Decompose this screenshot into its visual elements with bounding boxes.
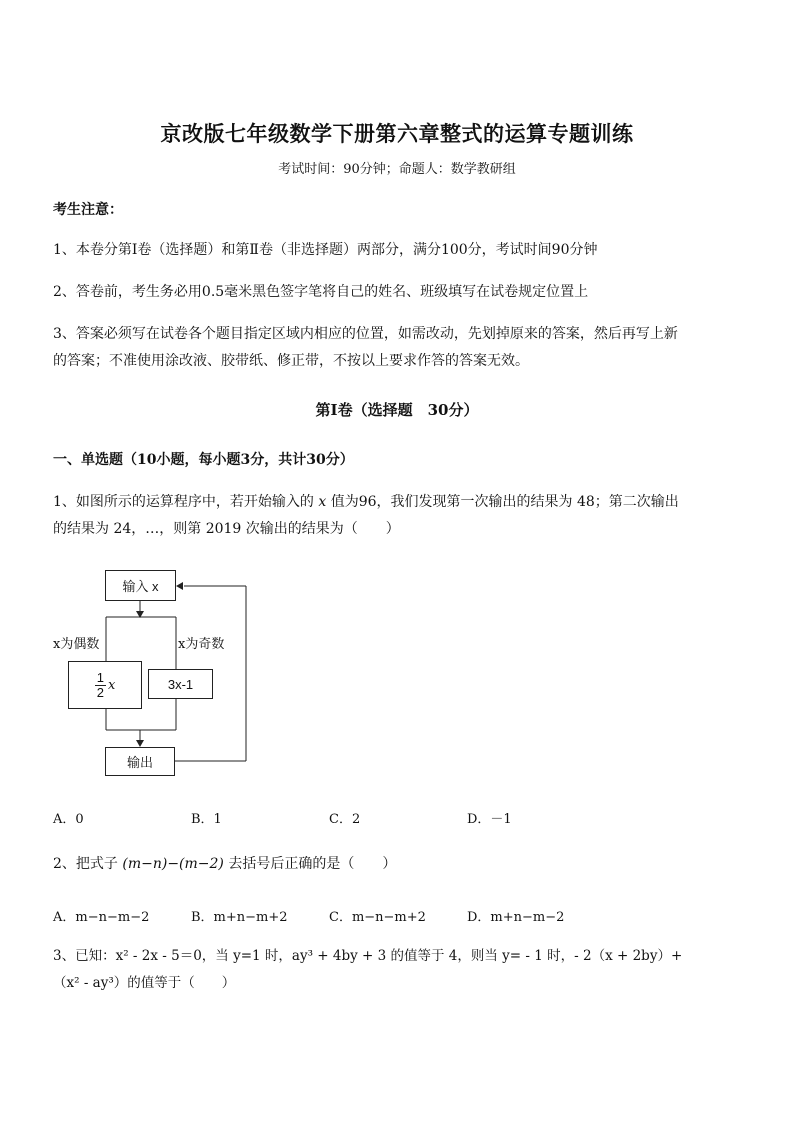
question-2-stem: [53, 851, 743, 878]
note-item-3: [53, 321, 743, 375]
question-3-line-2: （x² - ay³）的值等于（ ）: [53, 975, 236, 991]
part-heading: 一、单选题（10小题，每小题3分，共计30分）: [53, 452, 354, 468]
fraction-denominator: 2: [96, 684, 104, 700]
question-1-text-b: 值为96，我们发现第一次输出的结果为 48；第二次输出: [330, 494, 679, 510]
page-subtitle: 考试时间：90分钟；命题人：数学教研组: [278, 162, 516, 177]
question-2-text-a: 2、把式子: [53, 856, 118, 872]
flow-odd-label: x为奇数: [178, 637, 225, 652]
flow-input-box: [105, 570, 176, 601]
question-1-option-a[interactable]: A．0: [53, 812, 84, 827]
flow-output-label: 输出: [126, 755, 153, 770]
page-title: 京改版七年级数学下册第六章整式的运算专题训练: [160, 121, 634, 146]
question-1-line-2: 的结果为 24，…，则第 2019 次输出的结果为（ ）: [53, 521, 400, 537]
flow-input-label: 输入 x: [122, 579, 159, 594]
fraction-numerator: 1: [96, 669, 104, 685]
question-3-stem: [53, 943, 743, 997]
notes-heading: 考生注意：: [53, 202, 123, 218]
note-item-3-line-1: 3、答案必须写在试卷各个题目指定区域内相应的位置，如需改动，先划掉原来的答案，然后再写上新: [53, 326, 678, 342]
question-2-option-d[interactable]: D．m+n−m−2: [467, 910, 565, 925]
flow-half-var: x: [107, 677, 116, 693]
note-item-1: 1、本卷分第Ⅰ卷（选择题）和第Ⅱ卷（非选择题）两部分，满分100分，考试时间90分钟: [53, 242, 598, 258]
question-2-option-c[interactable]: C．m−n−m+2: [329, 910, 426, 925]
question-2-text-b: 去括号后正确的是（ ）: [228, 856, 397, 872]
flowchart: [50, 565, 270, 785]
question-2-option-a[interactable]: A．m−n−m−2: [53, 910, 150, 925]
question-1-option-b[interactable]: B．1: [191, 812, 222, 827]
question-1-stem: [53, 489, 743, 543]
flow-odd-expr: 3x-1: [167, 676, 194, 692]
question-2-option-b[interactable]: B．m+n−m+2: [191, 910, 288, 925]
question-1-text-a: 1、如图所示的运算程序中，若开始输入的: [53, 494, 314, 510]
question-1-option-d[interactable]: D．－1: [467, 812, 512, 827]
section-title: 第Ⅰ卷（选择题 30分）: [315, 401, 479, 419]
question-1-line-1: [53, 489, 743, 516]
note-item-3-line-2: 的答案；不准使用涂改液、胶带纸、修正带，不按以上要求作答的答案无效。: [53, 353, 529, 369]
question-2-expression: (m−n)−(m−2): [122, 856, 224, 872]
question-1-option-c[interactable]: C．2: [329, 812, 361, 827]
flow-odd-box: [148, 669, 213, 699]
flow-half-box: [68, 661, 142, 709]
question-1-var-x: x: [318, 494, 327, 510]
fraction-one-half: [95, 671, 106, 700]
flow-even-label: x为偶数: [53, 637, 100, 652]
note-item-2: 2、答卷前，考生务必用0.5毫米黑色签字笔将自己的姓名、班级填写在试卷规定位置上: [53, 284, 589, 300]
question-3-line-1: 3、已知：x² - 2x - 5＝0，当 y=1 时，ay³ + 4by + 3 的值等于 4，则当 y= - 1 时，- 2（x + 2by）+: [53, 948, 683, 964]
flow-output-box: [105, 747, 175, 776]
